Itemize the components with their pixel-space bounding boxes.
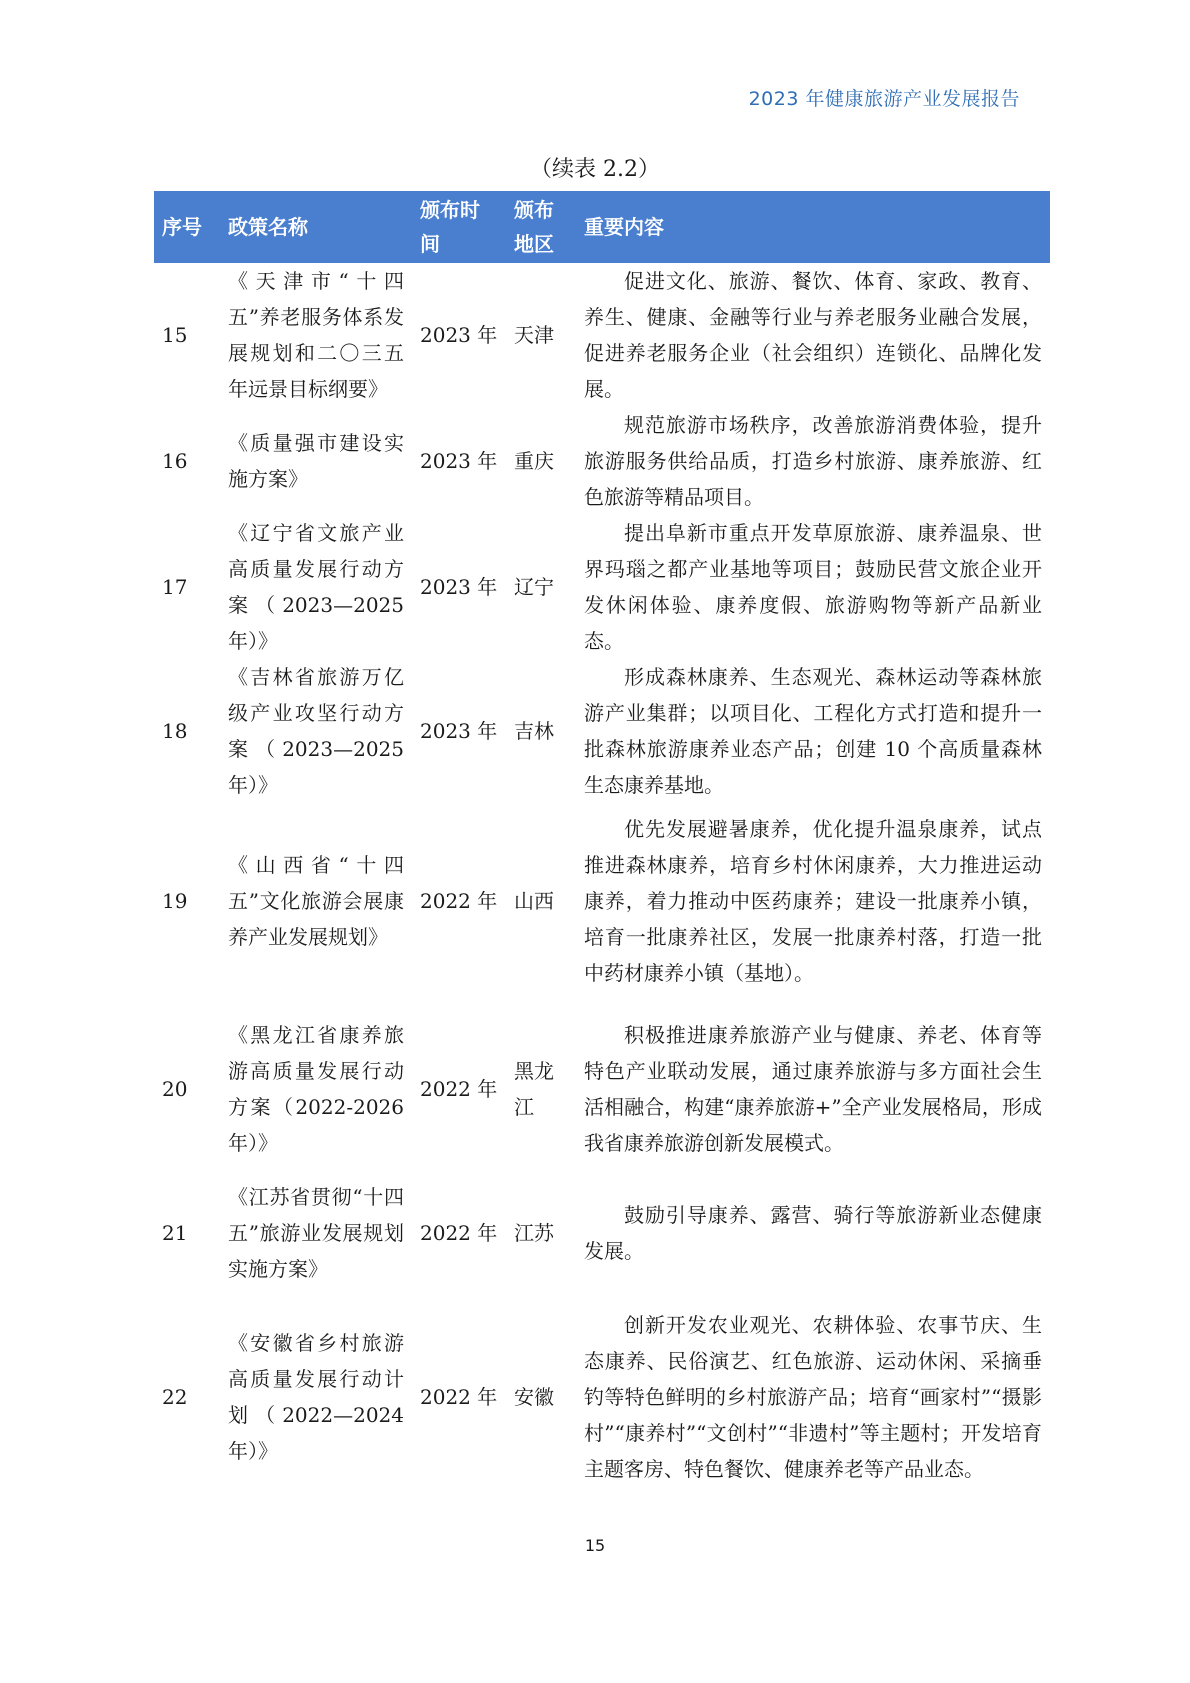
row-key-content: 积极推进康养旅游产业与健康、养老、体育等特色产业联动发展，通过康养旅游与多方面社会生活相融合，构建“康养旅游+”全产业发展格局，形成我省康养旅游创新发展模式。 bbox=[584, 1023, 1042, 1155]
row-seq: 21 bbox=[162, 1221, 188, 1245]
row-issue-time: 2022 年 bbox=[420, 889, 498, 913]
table-row bbox=[154, 515, 1050, 659]
column-header-seq: 序号 bbox=[154, 191, 220, 263]
row-seq: 18 bbox=[162, 719, 188, 743]
table-row bbox=[154, 659, 1050, 803]
row-policy-name: 《黑龙江省康养旅游高质量发展行动方案（2022-2026年）》 bbox=[228, 1023, 404, 1155]
row-key-content: 形成森林康养、生态观光、森林运动等森林旅游产业集群；以项目化、工程化方式打造和提升一批森林旅游康养业态产品；创建 10 个高质量森林生态康养基地。 bbox=[584, 665, 1042, 797]
row-issue-region: 吉林 bbox=[514, 719, 554, 743]
row-issue-region: 江苏 bbox=[514, 1221, 554, 1245]
row-issue-time: 2022 年 bbox=[420, 1077, 498, 1101]
row-seq: 17 bbox=[162, 575, 188, 599]
table-row bbox=[154, 263, 1050, 407]
table-row bbox=[154, 1179, 1050, 1287]
running-header-title: 2023 年健康旅游产业发展报告 bbox=[748, 88, 1020, 110]
row-issue-region: 安徽 bbox=[514, 1385, 554, 1409]
row-issue-region: 天津 bbox=[514, 323, 554, 347]
column-header-time: 颁布时间 bbox=[412, 191, 506, 263]
row-key-content: 规范旅游市场秩序，改善旅游消费体验，提升旅游服务供给品质，打造乡村旅游、康养旅游、红色旅游等精品项目。 bbox=[584, 413, 1042, 509]
row-issue-time: 2023 年 bbox=[420, 449, 498, 473]
row-key-content: 促进文化、旅游、餐饮、体育、家政、教育、养生、健康、金融等行业与养老服务业融合发展，促进养老服务企业（社会组织）连锁化、品牌化发展。 bbox=[584, 269, 1042, 401]
column-header-content: 重要内容 bbox=[576, 191, 1050, 263]
table-header-row bbox=[154, 191, 1050, 263]
row-key-content: 创新开发农业观光、农耕体验、农事节庆、生态康养、民俗演艺、红色旅游、运动休闲、采摘垂钓等特色鲜明的乡村旅游产品；培育“画家村”“摄影村”“康养村”“文创村”“非遗村”等主题村；开发培育主题客房、特色餐饮、健康养老等产品业态。 bbox=[584, 1313, 1042, 1481]
row-issue-region: 重庆 bbox=[514, 449, 554, 473]
row-seq: 19 bbox=[162, 889, 188, 913]
row-key-content: 提出阜新市重点开发草原旅游、康养温泉、世界玛瑙之都产业基地等项目；鼓励民营文旅企业开发休闲体验、康养度假、旅游购物等新产品新业态。 bbox=[584, 521, 1042, 653]
row-policy-name: 《质量强市建设实施方案》 bbox=[228, 431, 404, 491]
row-issue-region: 黑龙江 bbox=[514, 1059, 554, 1119]
column-header-name: 政策名称 bbox=[220, 191, 412, 263]
row-issue-time: 2022 年 bbox=[420, 1221, 498, 1245]
row-issue-time: 2023 年 bbox=[420, 575, 498, 599]
table-row bbox=[154, 999, 1050, 1179]
row-seq: 22 bbox=[162, 1385, 188, 1409]
policy-table bbox=[154, 191, 1050, 1507]
row-issue-region: 山西 bbox=[514, 889, 554, 913]
page-number: 15 bbox=[584, 1536, 606, 1555]
row-policy-name: 《山西省“十四五”文化旅游会展康养产业发展规划》 bbox=[228, 853, 404, 949]
table-row bbox=[154, 1287, 1050, 1507]
table-row bbox=[154, 407, 1050, 515]
row-key-content: 鼓励引导康养、露营、骑行等旅游新业态健康发展。 bbox=[584, 1203, 1042, 1263]
row-seq: 16 bbox=[162, 449, 188, 473]
table-caption: （续表 2.2） bbox=[530, 157, 660, 182]
row-key-content: 优先发展避暑康养，优化提升温泉康养，试点推进森林康养，培育乡村休闲康养，大力推进运动康养，着力推动中医药康养；建设一批康养小镇，培育一批康养社区，发展一批康养村落，打造一批中药材康养小镇（基地）。 bbox=[584, 817, 1042, 985]
row-issue-time: 2023 年 bbox=[420, 719, 498, 743]
row-policy-name: 《辽宁省文旅产业高质量发展行动方案（2023—2025年）》 bbox=[228, 521, 404, 653]
row-policy-name: 《安徽省乡村旅游高质量发展行动计划（2022—2024年）》 bbox=[228, 1331, 404, 1463]
row-seq: 20 bbox=[162, 1077, 188, 1101]
row-seq: 15 bbox=[162, 323, 188, 347]
row-issue-time: 2022 年 bbox=[420, 1385, 498, 1409]
row-policy-name: 《吉林省旅游万亿级产业攻坚行动方案（2023—2025年）》 bbox=[228, 665, 404, 797]
table-row bbox=[154, 803, 1050, 999]
row-issue-region: 辽宁 bbox=[514, 575, 554, 599]
column-header-region: 颁布地区 bbox=[506, 191, 576, 263]
row-policy-name: 《天津市“十四五”养老服务体系发展规划和二〇三五年远景目标纲要》 bbox=[228, 269, 404, 401]
row-issue-time: 2023 年 bbox=[420, 323, 498, 347]
row-policy-name: 《江苏省贯彻“十四五”旅游业发展规划实施方案》 bbox=[228, 1185, 404, 1281]
